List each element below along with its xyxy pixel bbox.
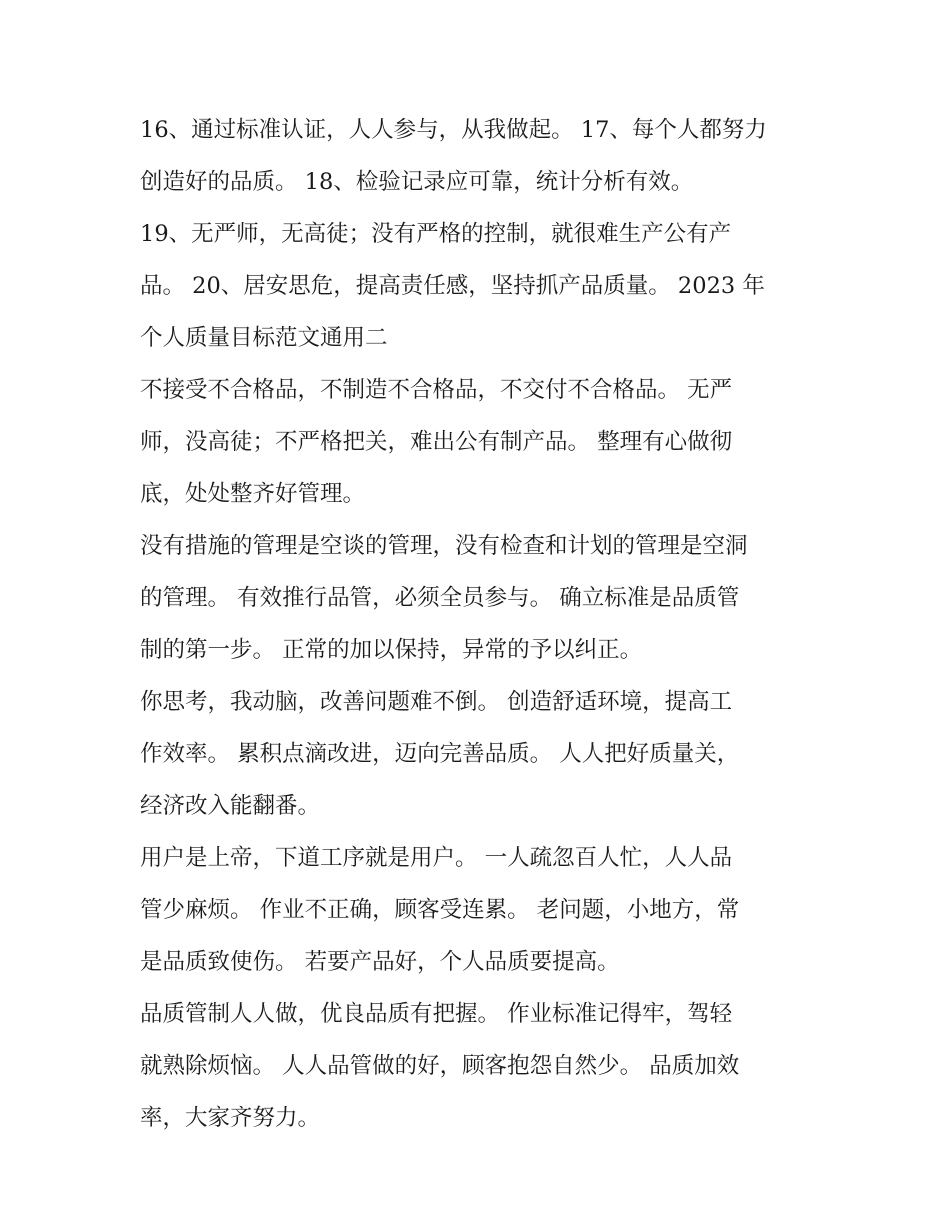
text-line: 作效率。 累积点滴改进，迈向完善品质。 人人把好质量关， [140, 741, 740, 767]
paragraph-3 [140, 364, 820, 520]
paragraph-5 [140, 676, 820, 832]
text-line: 底，处处整齐好管理。 [140, 481, 366, 507]
text-line: 16、通过标准认证，人人参与，从我做起。 17、每个人都努力 [140, 117, 767, 143]
text-line: 19、无严师，无高徒；没有严格的控制，就很难生产公有产 [140, 221, 732, 247]
text-line: 你思考，我动脑，改善问题难不倒。 创造舒适环境，提高工 [140, 689, 733, 715]
text-line: 用户是上帝，下道工序就是用户。 一人疏忽百人忙，人人品 [140, 845, 733, 871]
text-line: 制的第一步。 正常的加以保持，异常的予以纠正。 [140, 637, 643, 663]
text-line: 品质管制人人做，优良品质有把握。 作业标准记得牢，驾轻 [140, 1001, 733, 1027]
paragraph-6 [140, 832, 820, 988]
document-body [140, 104, 820, 1144]
text-line: 品。 20、居安思危，提高责任感，坚持抓产品质量。 2023 年 [140, 273, 765, 299]
text-line: 管少麻烦。 作业不正确，顾客受连累。 老问题，小地方，常 [140, 897, 740, 923]
text-line: 是品质致使伤。 若要产品好，个人品质要提高。 [140, 949, 620, 975]
text-line: 不接受不合格品，不制造不合格品，不交付不合格品。 无严 [140, 377, 733, 403]
text-line: 的管理。 有效推行品管，必须全员参与。 确立标准是品质管 [140, 585, 740, 611]
paragraph-1 [140, 104, 820, 208]
text-line: 率，大家齐努力。 [140, 1105, 321, 1131]
text-line: 经济改入能翻番。 [140, 793, 321, 819]
text-line: 没有措施的管理是空谈的管理，没有检查和计划的管理是空洞 [140, 533, 748, 559]
paragraph-4 [140, 520, 820, 676]
text-line: 个人质量目标范文通用二 [140, 325, 388, 351]
text-line: 师，没高徒；不严格把关，难出公有制产品。 整理有心做彻 [140, 429, 733, 455]
text-line: 就熟除烦恼。 人人品管做的好，顾客抱怨自然少。 品质加效 [140, 1053, 740, 1079]
paragraph-2 [140, 208, 820, 364]
paragraph-7 [140, 988, 820, 1144]
text-line: 创造好的品质。 18、检验记录应可靠，统计分析有效。 [140, 169, 694, 195]
